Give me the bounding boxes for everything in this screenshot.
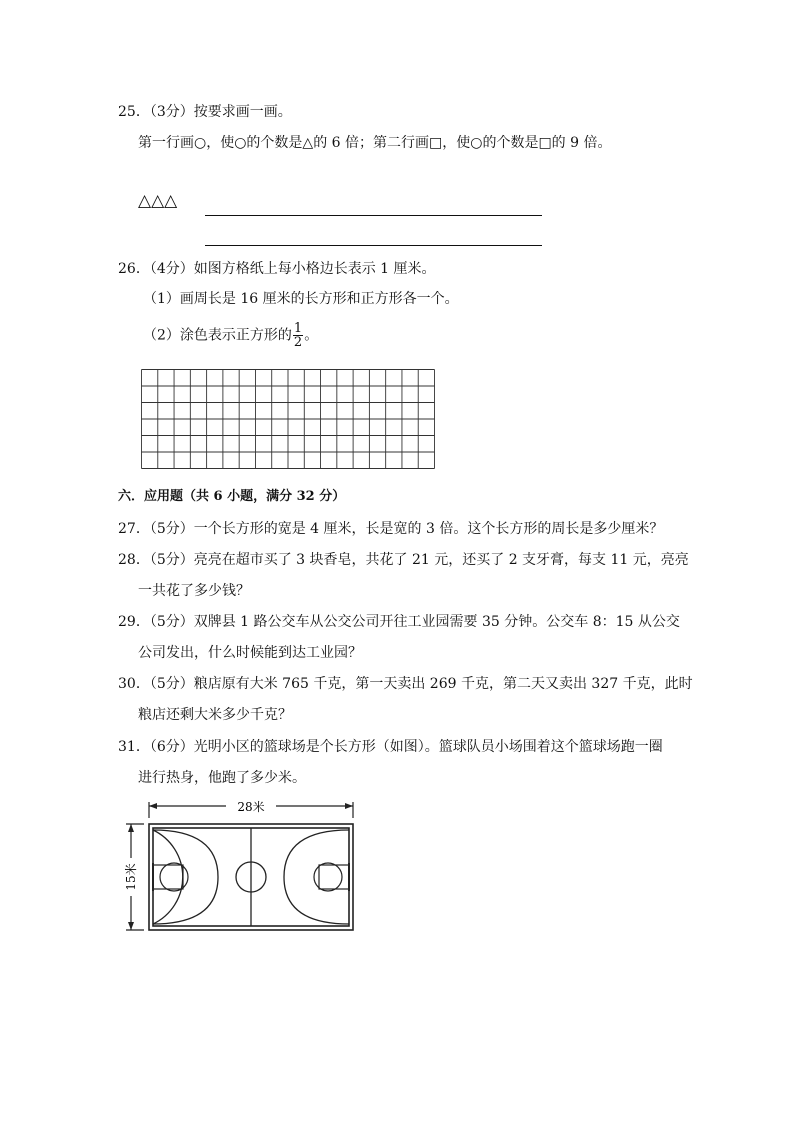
basketball-court-diagram (122, 796, 362, 938)
length-label: 28米 (237, 800, 265, 814)
answer-line-2[interactable] (205, 245, 542, 246)
section-heading: 六．应用题（共 6 小题，满分 32 分） (118, 489, 346, 504)
q28-line1: 28．（5分）亮亮在超市买了 3 块香皂，共花了 21 元，还买了 2 支牙膏，每支 11 元，亮亮 (118, 552, 689, 568)
q31-line2: 进行热身，他跑了多少米。 (138, 770, 306, 786)
q26-part2-suffix: 。 (304, 327, 319, 344)
fraction-denominator: 2 (293, 335, 303, 350)
answer-line-1[interactable] (205, 215, 542, 216)
width-label: 15米 (124, 863, 138, 891)
q29-line2: 公司发出，什么时候能到达工业园？ (138, 645, 362, 661)
fraction-one-half (293, 322, 303, 349)
q29-line1: 29．（5分）双牌县 1 路公交车从公交公司开往工业园需要 35 分钟。公交车 8：15 从公交 (118, 614, 680, 630)
q25-instruction: 第一行画○，使○的个数是△的 6 倍；第二行画□，使○的个数是□的 9 倍。 (138, 135, 612, 151)
q26-part2-prefix: （2）涂色表示正方形的 (143, 327, 292, 344)
q26-part2 (143, 322, 318, 349)
q30-line2: 粮店还剩大米多少千克？ (138, 707, 292, 723)
q30-line1: 30．（5分）粮店原有大米 765 千克，第一天卖出 269 千克，第二天又卖出 327 千克，此时 (118, 676, 693, 692)
triangle-row: △△△ (138, 191, 178, 211)
fraction-numerator: 1 (293, 321, 303, 336)
square-grid-paper[interactable] (141, 369, 435, 469)
q26-title: 26．（4分）如图方格纸上每小格边长表示 1 厘米。 (118, 261, 436, 277)
q31-line1: 31．（6分）光明小区的篮球场是个长方形（如图）。篮球队员小场围着这个篮球场跑一圈 (118, 739, 663, 755)
q27-text: 27．（5分）一个长方形的宽是 4 厘米，长是宽的 3 倍。这个长方形的周长是多少厘米？ (118, 521, 664, 537)
q28-line2: 一共花了多少钱？ (138, 583, 250, 599)
q25-title: 25．（3分）按要求画一画。 (118, 104, 292, 120)
q26-part1: （1）画周长是 16 厘米的长方形和正方形各一个。 (143, 291, 459, 307)
